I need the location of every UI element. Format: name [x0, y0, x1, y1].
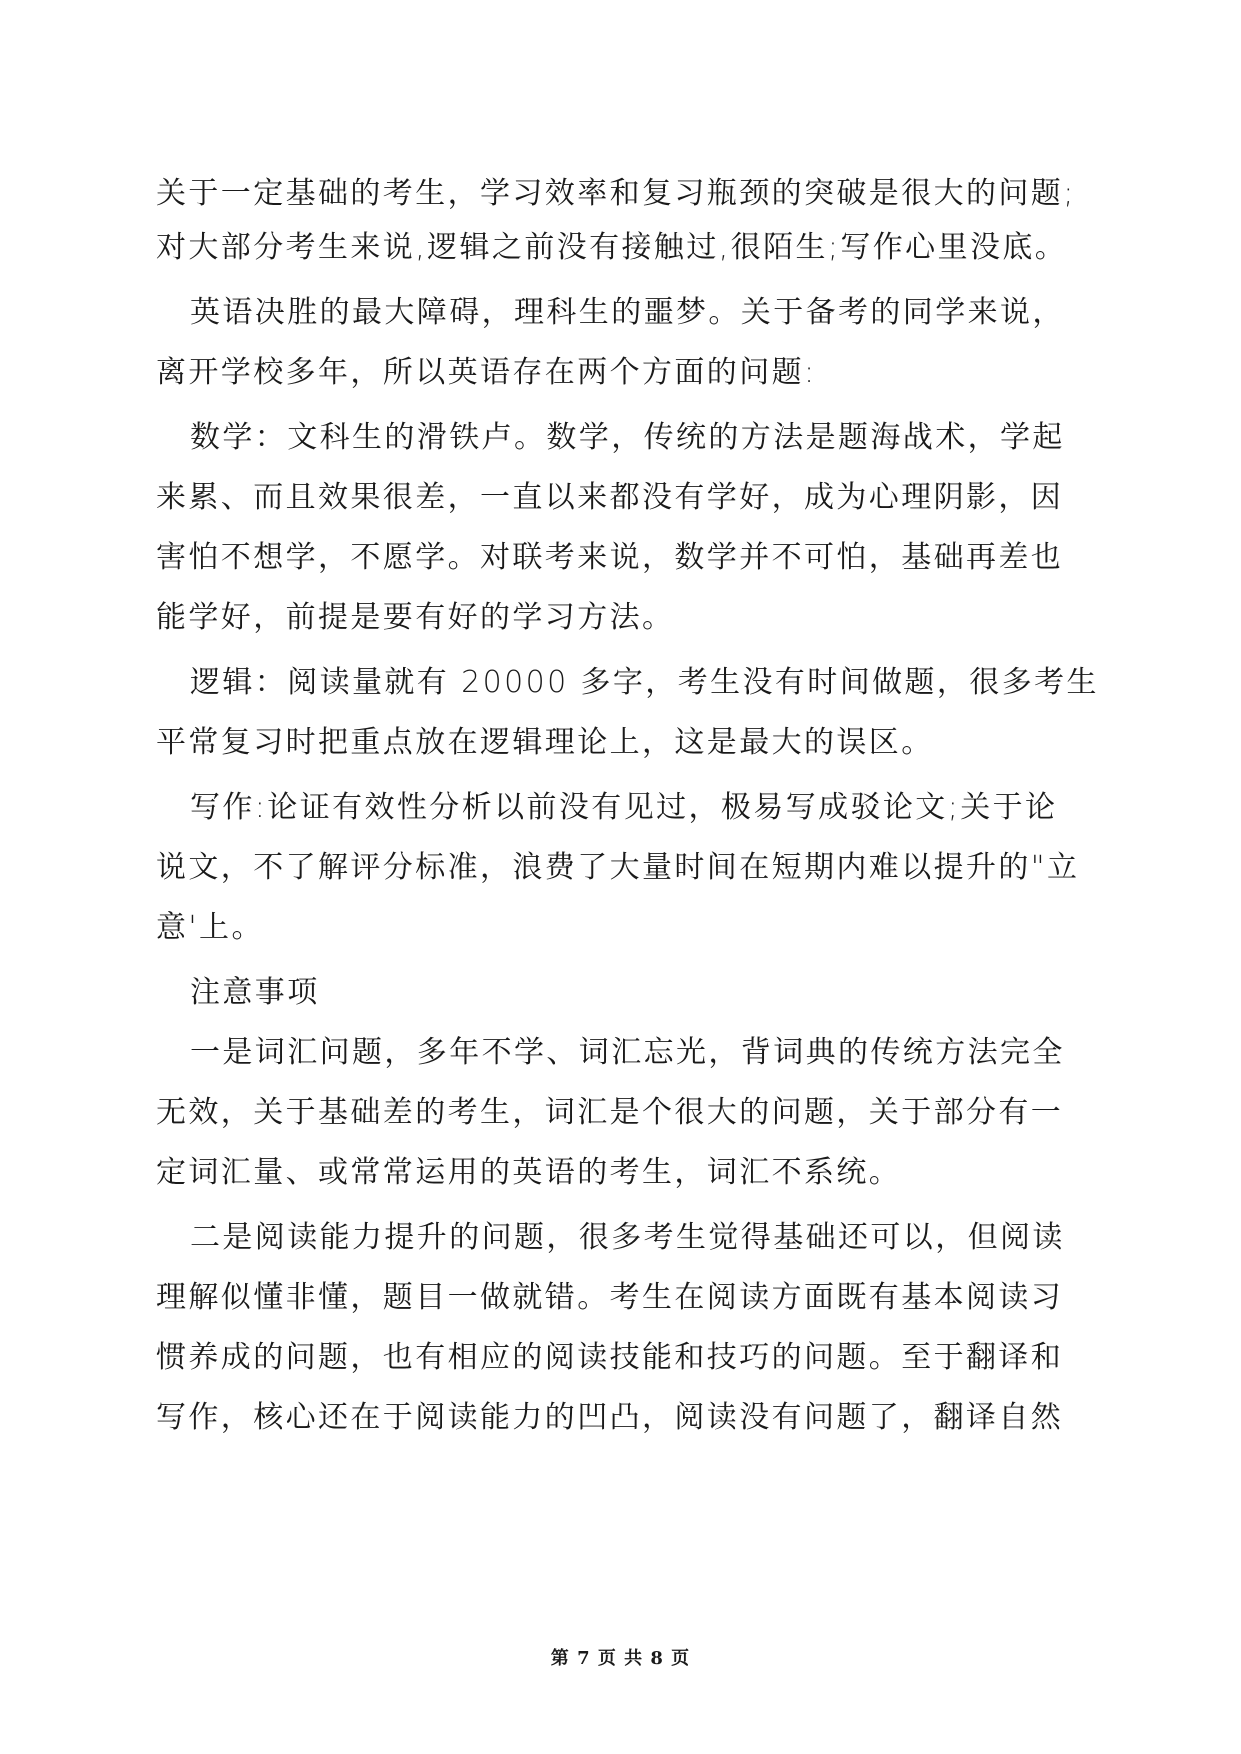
text-line: 离开学校多年，所以英语存在两个方面的问题: — [156, 355, 817, 390]
text-line: 二是阅读能力提升的问题，很多考生觉得基础还可以，但阅读 — [190, 1220, 1065, 1255]
section-heading: 注意事项 — [190, 975, 320, 1010]
text-line: 逻辑：阅读量就有 20000 多字，考生没有时间做题，很多考生 — [190, 665, 1099, 700]
page-footer: 第 7 页 共 8 页 — [550, 1648, 691, 1669]
text-line: 理解似懂非懂，题目一做就错。考生在阅读方面既有基本阅读习 — [156, 1280, 1064, 1315]
text-line: 意'上。 — [156, 910, 264, 945]
text-line: 害怕不想学，不愿学。对联考来说，数学并不可怕，基础再差也 — [156, 540, 1064, 575]
text-line: 定词汇量、或常常运用的英语的考生，词汇不系统。 — [156, 1155, 902, 1190]
text-line: 数学：文科生的滑铁卢。数学，传统的方法是题海战术，学起 — [190, 420, 1065, 455]
text-line: 惯养成的问题，也有相应的阅读技能和技巧的问题。至于翻译和 — [156, 1340, 1064, 1375]
text-line: 对大部分考生来说,逻辑之前没有接触过,很陌生;写作心里没底。 — [156, 230, 1068, 265]
text-line: 无效，关于基础差的考生，词汇是个很大的问题，关于部分有一 — [156, 1095, 1064, 1130]
text-line: 能学好，前提是要有好的学习方法。 — [156, 600, 675, 635]
text-line: 写作，核心还在于阅读能力的凹凸，阅读没有问题了，翻译自然 — [156, 1400, 1064, 1435]
text-line: 英语决胜的最大障碍，理科生的噩梦。关于备考的同学来说， — [190, 295, 1065, 330]
text-line: 一是词汇问题，多年不学、词汇忘光，背词典的传统方法完全 — [190, 1035, 1065, 1070]
text-line: 来累、而且效果很差，一直以来都没有学好，成为心理阴影，因 — [156, 480, 1064, 515]
text-line: 写作:论证有效性分析以前没有见过，极易写成驳论文;关于论 — [190, 790, 1058, 825]
text-line: 说文，不了解评分标准，浪费了大量时间在短期内难以提升的"立 — [156, 850, 1080, 885]
text-line: 平常复习时把重点放在逻辑理论上，这是最大的误区。 — [156, 725, 934, 760]
text-line: 关于一定基础的考生，学习效率和复习瓶颈的突破是很大的问题; — [156, 176, 1076, 211]
